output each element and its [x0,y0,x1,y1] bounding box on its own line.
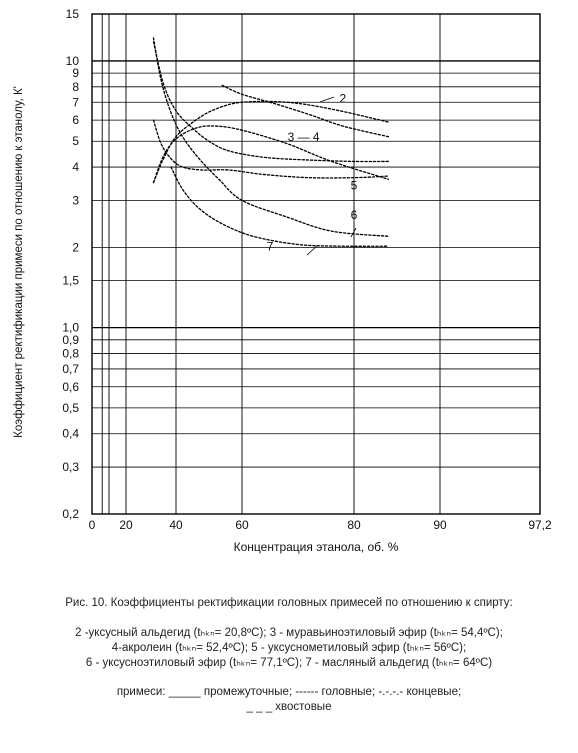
y-tick-label: 0,3 [62,460,79,475]
chart-grid [92,14,540,514]
x-tick-label: 60 [235,518,249,532]
series-curve-7 [154,126,389,183]
series-curve-2 [222,85,388,136]
leader-line [320,97,334,102]
y-tick-label: 0,6 [62,379,79,394]
y-tick-label: 7 [72,95,79,110]
x-tick-label: 90 [433,518,447,532]
leader-line [351,228,356,237]
y-tick-labels [62,7,79,521]
curve-label: 6 [350,208,358,223]
plot-frame [92,14,540,514]
y-tick-label: 3 [72,193,79,208]
impurity-types [0,685,578,715]
y-tick-label: 0,9 [62,332,79,347]
types-line-2: _ _ _ хвостовые [246,701,332,713]
x-tick-label: 0 [88,518,96,532]
x-tick-label: 20 [119,518,133,532]
curve-label: 7 [266,239,274,254]
curve-label: 5 [350,178,358,193]
y-tick-label: 0,2 [62,507,79,521]
curve-label: 2 [339,91,347,106]
y-tick-label: 4 [72,160,79,175]
legend-text [0,626,578,671]
y-tick-label: 8 [72,79,79,94]
x-tick-label: 80 [347,518,361,532]
leader-line [307,245,318,255]
y-tick-label: 15 [65,7,79,21]
legend-line-2: 4-акролеин (tₕₖₙ= 52,4ºC); 5 - уксуснометиловый эфир (tₕₖₙ= 56ºC); [111,642,467,654]
x-axis-label: Концентрация этанола, об. % [233,540,399,554]
y-tick-label: 0,4 [62,426,79,441]
series-curve-3 [154,101,389,182]
y-tick-label: 9 [72,66,79,81]
y-tick-label: 0,5 [62,400,79,415]
y-tick-label: 6 [72,113,79,128]
legend-line-1: 2 -уксусный альдегид (tₕₖₙ= 20,8ºC); 3 - муравьиноэтиловый эфир (tₕₖₙ= 54,4ºC); [75,627,503,639]
legend-line-3: 6 - уксусноэтиловый эфир (tₕₖₙ= 77,1ºC); 7 - масляный альдегид (tₕₖₙ= 64ºC) [85,657,493,669]
y-tick-label: 0,8 [62,346,79,361]
series-curve-6 [154,38,389,236]
figure-caption [0,596,578,611]
y-tick-label: 5 [72,134,79,149]
y-axis-label: Коэффициент ректификации примеси по отношению к этанолу, К' [13,86,25,438]
x-tick-label: 97,2 [528,518,552,532]
curve-label: 3 — 4 [287,130,320,145]
y-tick-label: 1,0 [62,320,79,335]
x-tick-label: 40 [169,518,183,532]
y-tick-label: 2 [72,240,79,255]
caption-title: Рис. 10. Коэффициенты ректификации головных примесей по отношению к спирту: [65,597,513,609]
y-tick-label: 10 [65,53,79,68]
y-tick-label: 0,7 [62,361,79,376]
y-tick-label: 1,5 [62,273,79,288]
x-tick-labels [89,518,552,532]
types-line-1: примеси: _____ промежуточные; ------ головные; -.-.-.- концевые; [116,686,462,698]
